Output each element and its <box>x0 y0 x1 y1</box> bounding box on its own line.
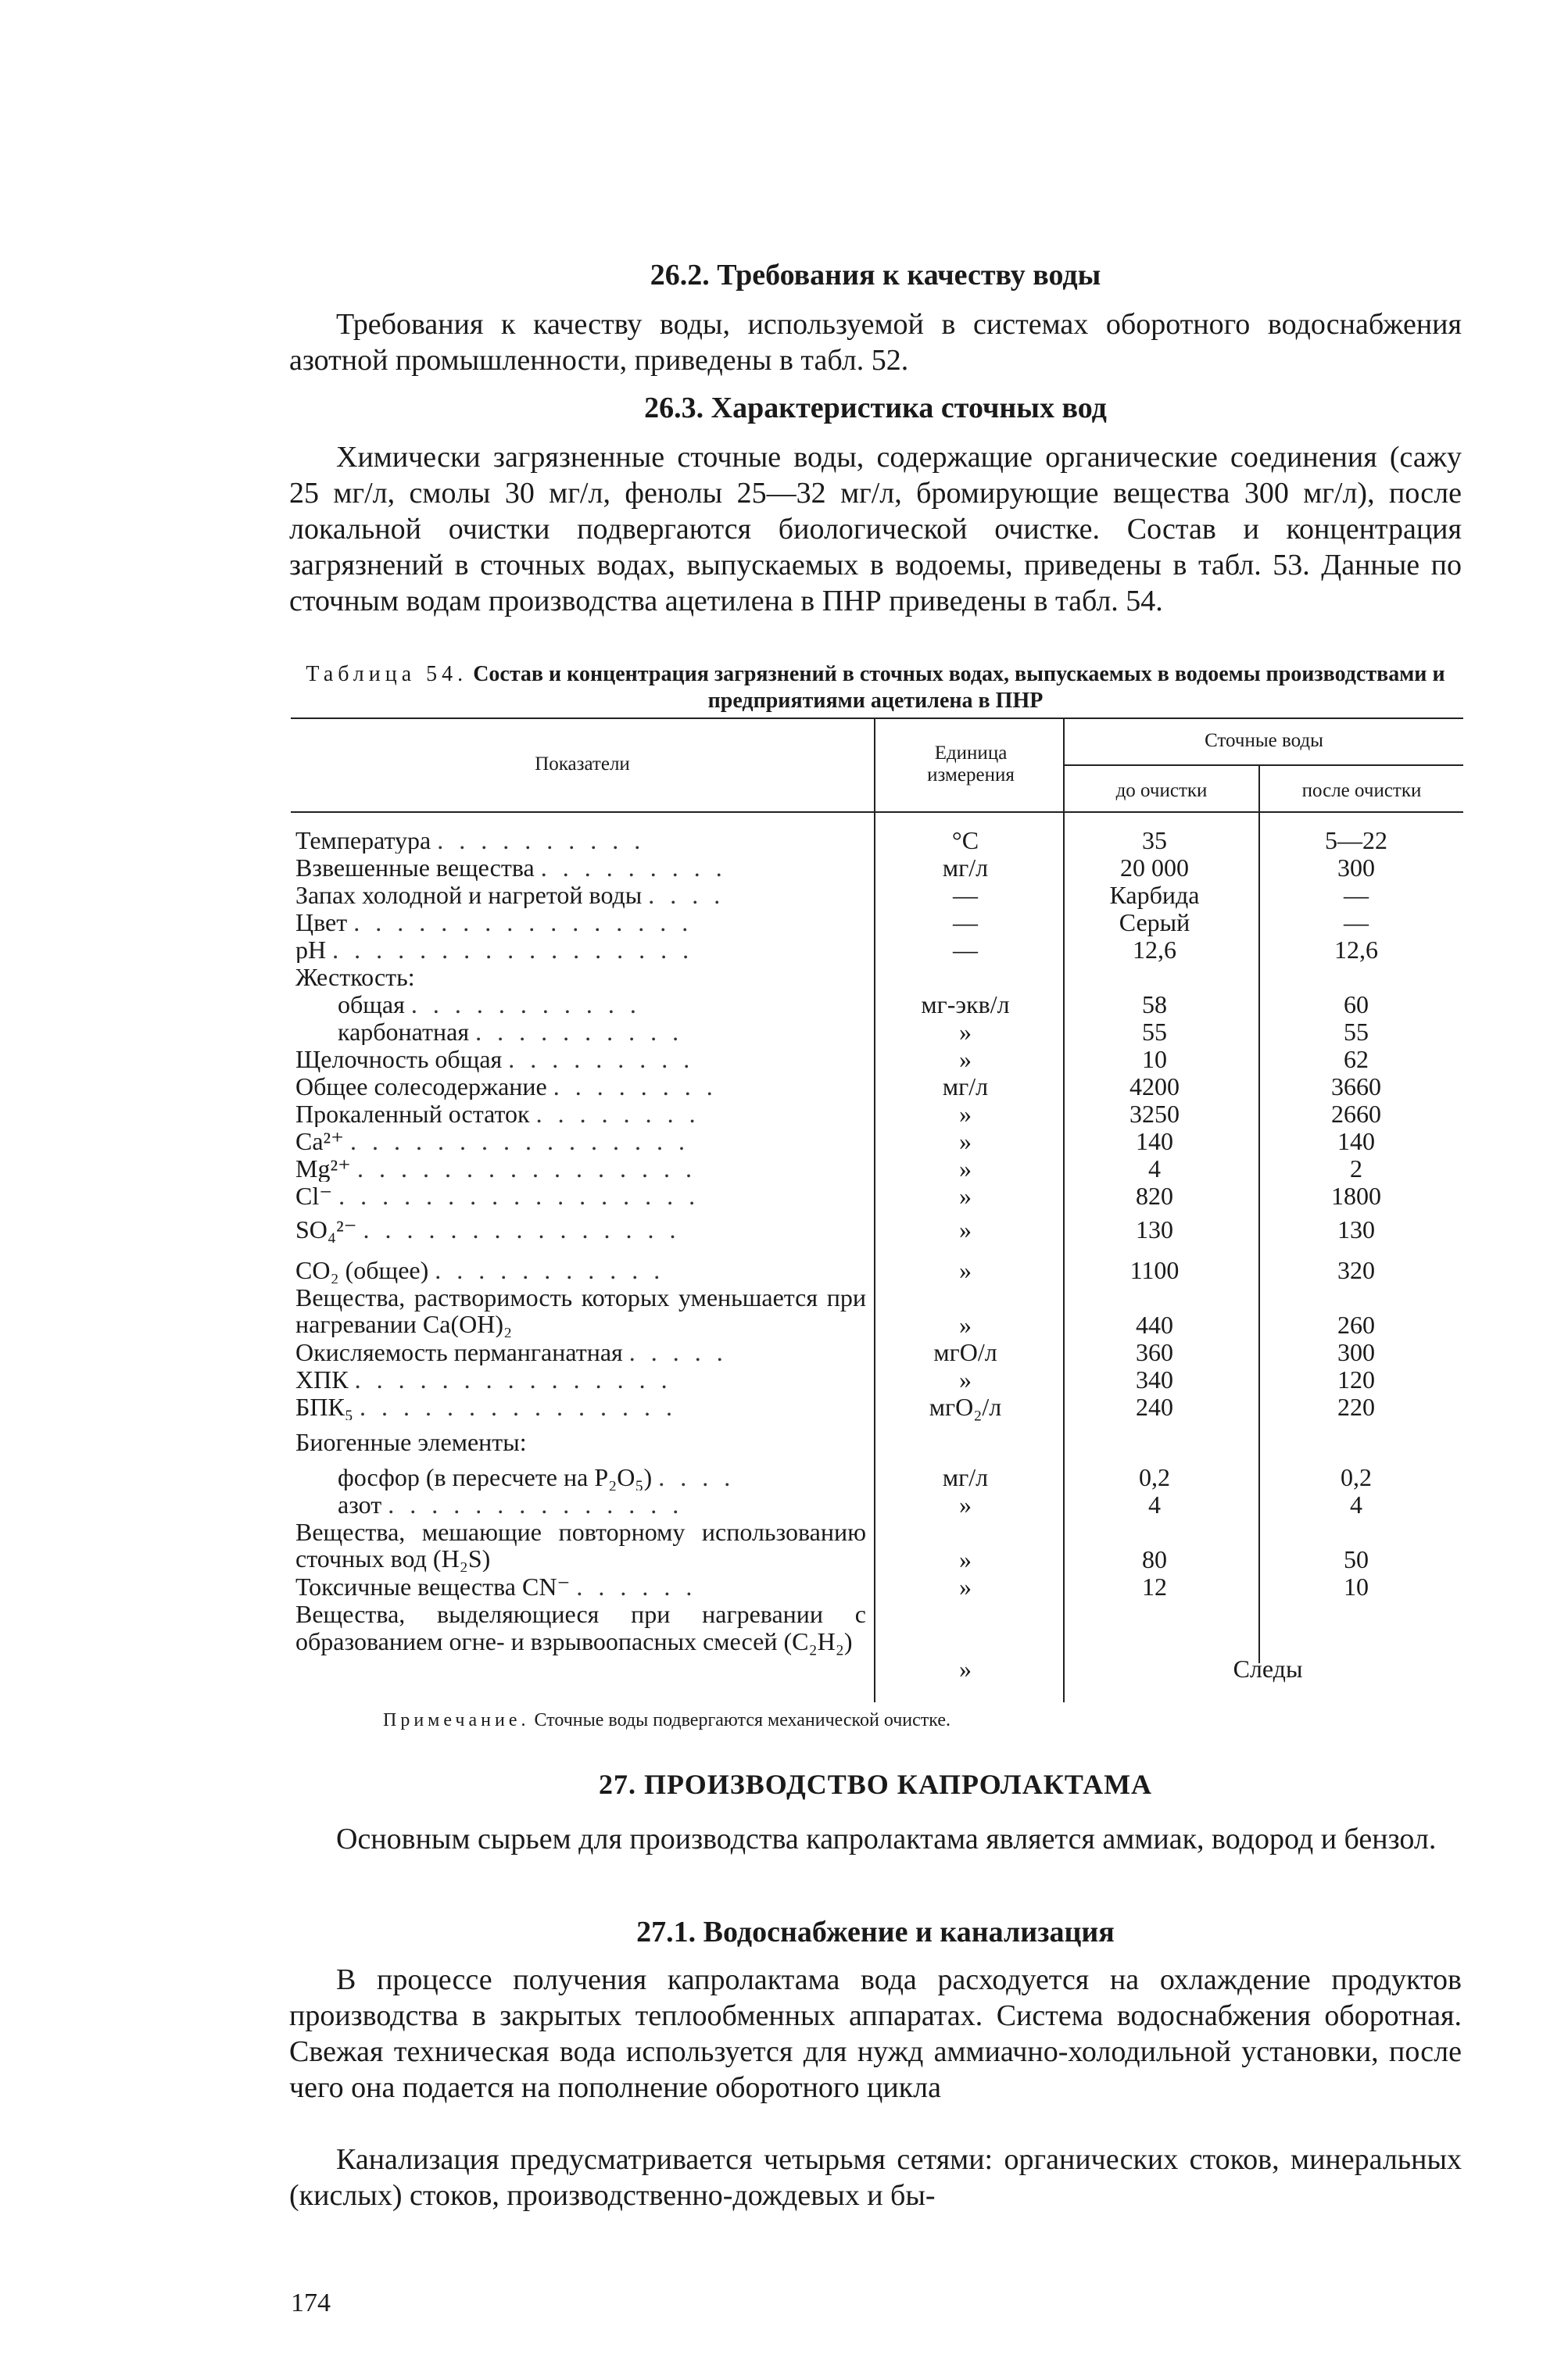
row-before: 35 <box>1142 826 1167 854</box>
row-after: 140 <box>1337 1127 1375 1155</box>
table-subheader-rule <box>1065 764 1463 766</box>
table-col-rule-2 <box>1063 717 1065 1702</box>
row-unit: » <box>959 1127 972 1155</box>
row-label: Вещества, мешающие повторному использованию сточных вод (H₂S) <box>295 1519 866 1572</box>
row-unit: » <box>959 1545 972 1573</box>
row-label: Биогенные элементы: <box>295 1429 527 1455</box>
row-before: 820 <box>1136 1182 1173 1210</box>
row-before: 3250 <box>1129 1100 1180 1128</box>
row-after: 260 <box>1337 1311 1375 1339</box>
chapter-27-text: Основным сырьем для производства капролактама является аммиак, водород и бензол. <box>336 1823 1437 1855</box>
section-26-3-title: 26.3. Характеристика сточных вод <box>644 392 1107 424</box>
section-26-3-text: Химически загрязненные сточные воды, содержащие органические соединения (сажу 25 мг/л, смолы 30 мг/л, фенолы 25—32 мг/л, бромирующие вещества 300 мг/л), после локальной очистки подвергаются биологической очистке. Состав и концентрация загрязнений в сточных водах, выпускаемых в водоемы, приведены в табл. 53. Данные по сточным водам производства ацетилена в ПНР приведены в табл. 54. <box>289 441 1462 617</box>
row-before: 55 <box>1142 1018 1167 1046</box>
row-unit: — <box>953 881 978 909</box>
row-before: 140 <box>1136 1127 1173 1155</box>
row-label: SO₄²⁻ <box>295 1216 357 1243</box>
row-unit: » <box>959 1018 972 1046</box>
row-unit: » <box>959 1365 972 1394</box>
row-after: 3660 <box>1331 1072 1381 1100</box>
row-label: карбонатная <box>338 1018 470 1045</box>
row-after: 1800 <box>1331 1182 1381 1210</box>
row-label: Запах холодной и нагретой воды <box>295 882 643 908</box>
section-26-2-text: Требования к качеству воды, используемой в системах оборотного водоснабжения азотной промышленности, приведены в табл. 52. <box>289 308 1462 377</box>
row-label: Прокаленный остаток <box>295 1100 530 1127</box>
row-unit: » <box>959 1154 972 1183</box>
row-label: ХПК <box>295 1366 349 1393</box>
header-indicators: Показатели <box>535 753 630 775</box>
row-unit: » <box>959 1573 972 1601</box>
row-before: 58 <box>1142 990 1167 1018</box>
row-before: 340 <box>1136 1365 1173 1394</box>
row-unit: мгО/л <box>933 1338 997 1366</box>
header-unit: Единица измерения <box>927 743 1015 785</box>
row-unit: » <box>959 1045 972 1073</box>
row-before: 80 <box>1142 1545 1167 1573</box>
row-label: Общее солесодержание <box>295 1073 547 1100</box>
row-unit: » <box>959 1655 972 1683</box>
table-caption <box>289 661 1462 714</box>
row-unit: » <box>959 1100 972 1128</box>
row-unit: мг/л <box>942 1072 989 1100</box>
row-before: 12 <box>1142 1573 1167 1601</box>
row-label: Cl⁻ <box>295 1183 333 1209</box>
row-before: 10 <box>1142 1045 1167 1073</box>
row-label: Щелочность общая <box>295 1046 503 1072</box>
row-unit: мгО₂/л <box>929 1393 1002 1421</box>
row-unit: — <box>953 908 978 936</box>
row-after: 320 <box>1337 1256 1375 1284</box>
row-after: 130 <box>1337 1215 1375 1244</box>
row-after: 62 <box>1344 1045 1369 1073</box>
row-before: 440 <box>1136 1311 1173 1339</box>
table-caption-text: Состав и концентрация загрязнений в сточных водах, выпускаемых в водоемы производствами и предприятиями ацетилена в ПНР <box>473 662 1445 713</box>
row-label: Вещества, растворимость которых уменьшается при нагревании Ca(OH)₂ <box>295 1284 866 1337</box>
row-label: Окисляемость перманганатная <box>295 1339 623 1365</box>
row-after: 2660 <box>1331 1100 1381 1128</box>
table-top-rule <box>291 717 1463 719</box>
row-unit: » <box>959 1215 972 1244</box>
row-after: 220 <box>1337 1393 1375 1421</box>
row-before: Серый <box>1119 908 1190 936</box>
row-after: 300 <box>1337 853 1375 882</box>
table-note-text: Сточные воды подвергаются механической очистке. <box>534 1710 950 1730</box>
section-26-2-title: 26.2. Требования к качеству воды <box>650 259 1101 292</box>
row-after: 55 <box>1344 1018 1369 1046</box>
row-unit: — <box>953 936 978 964</box>
row-label: Цвет <box>295 909 348 936</box>
row-label: Вещества, выделяющиеся при нагревании с образованием огне- и взрывоопасных смесей (C₂H₂) <box>295 1601 866 1655</box>
row-before: 1100 <box>1129 1256 1180 1284</box>
row-label: Mg²⁺ <box>295 1155 351 1182</box>
row-after: 12,6 <box>1334 936 1378 964</box>
row-after: — <box>1344 908 1369 936</box>
row-after: 2 <box>1350 1154 1362 1183</box>
row-before: 20 000 <box>1120 853 1189 882</box>
row-before: Карбида <box>1109 881 1200 909</box>
pollution-table: Показатели Единица измерения Сточные воды до очистки после очистки Температура . . . . . . . . . . °C 35 5—22 Взвешенные вещества . . . . . . . . . мг/л 20 000 300 Запах холодной и нагретой воды . . . . — Карбида — Цвет . . . . . . . . . . . . . . . . — Серый — pH . . . . . . . . . . . . . . . . . — 12,6 12,6 Жесткость: общая . . . . . . . . . . . мг-экв/л 58 60 карбонатная . . . . . . . . . . » 55 55 Щелочность общая . . . . . . . . . » 10 62 Общее солесодержание . . . . . . . . мг/л 4200 3660 Прокаленный остаток . . . . . . . . » 3250 2660 Ca²⁺ . . . . . . . . . . . . . . . . » 140 140 Mg²⁺ . . . . . . . . . . . . . . . . » 4 2 Cl⁻ . . . . . . . . . . . . . . . . . » 820 1800 SO₄²⁻ . . . . . . . . . . . . . . . » 130 130 CO₂ (общее) . . . . . . . . . . . » 1100 320 Вещества, растворимость которых уменьшается при нагревании Ca(OH)₂ » 440 260 Окисляемость перманганатная . . . . . мгО/л 360 300 ХПК . . . . . . . . . . . . . . . » 340 120 БПК₅ . . . . . . . . . . . . . . . мгО₂/л 240 220 Биогенные элементы: фосфор (в пересчете на P₂O₅) . . . . мг/л 0,2 0,2 азот . . . . . . . . . . . . . . » 4 4 Вещества, мешающие повторному использованию сточных вод (H₂S) » 80 50 Токсичные вещества CN⁻ . . . . . . » 12 10 Вещества, выделяющиеся при нагревании с образованием огне- и взрывоопасных смесей (C₂H₂) » Следы <box>291 717 1463 1702</box>
row-label: общая <box>338 991 405 1018</box>
row-before: 12,6 <box>1133 936 1176 964</box>
header-before: до очистки <box>1115 780 1208 801</box>
table-note <box>383 1710 950 1731</box>
row-label: Взвешенные вещества <box>295 854 535 881</box>
row-label: Токсичные вещества CN⁻ <box>295 1573 571 1600</box>
row-before: 240 <box>1136 1393 1173 1421</box>
row-before: 4200 <box>1129 1072 1180 1100</box>
row-unit: мг/л <box>942 1463 989 1491</box>
page-number: 174 <box>291 2288 331 2317</box>
row-unit: мг/л <box>942 853 989 882</box>
row-before: 130 <box>1136 1215 1173 1244</box>
row-before: 4 <box>1148 1490 1161 1519</box>
row-after: 50 <box>1344 1545 1369 1573</box>
row-after: — <box>1344 881 1369 909</box>
row-traces: Следы <box>1233 1655 1303 1683</box>
chapter-27-title: 27. ПРОИЗВОДСТВО КАПРОЛАКТАМА <box>598 1769 1153 1800</box>
row-unit: » <box>959 1311 972 1339</box>
row-label: БПК₅ <box>295 1394 353 1420</box>
row-unit: °C <box>951 826 979 854</box>
row-unit: » <box>959 1490 972 1519</box>
header-after: после очистки <box>1301 780 1422 801</box>
section-27-1-paragraph-1: В процессе получения капролактама вода расходуется на охлаждение продуктов производства в закрытых теплообменных аппаратах. Система водоснабжения оборотная. Свежая техническая вода используется для нужд аммиачно-холодильной установки, после чего она подается на пополнение оборотного цикла <box>289 1963 1462 2104</box>
table-col-rule-1 <box>874 717 875 1702</box>
row-after: 60 <box>1344 990 1369 1018</box>
row-label: pH <box>295 936 327 963</box>
row-after: 4 <box>1350 1490 1362 1519</box>
row-label: фосфор (в пересчете на P₂O₅) <box>338 1464 653 1490</box>
row-before: 360 <box>1136 1338 1173 1366</box>
row-after: 5—22 <box>1325 826 1387 854</box>
row-after: 10 <box>1344 1573 1369 1601</box>
row-label: Жесткость: <box>295 964 415 990</box>
row-label: Температура <box>295 827 431 853</box>
table-header-bottom-rule <box>291 811 1463 813</box>
row-label: CO₂ (общее) <box>295 1257 429 1283</box>
row-before: 0,2 <box>1139 1463 1170 1491</box>
row-after: 0,2 <box>1341 1463 1372 1491</box>
table-note-label: Примечание. <box>383 1710 530 1730</box>
table-col-rule-3 <box>1258 764 1260 1663</box>
row-after: 300 <box>1337 1338 1375 1366</box>
row-after: 120 <box>1337 1365 1375 1394</box>
row-unit: мг-экв/л <box>921 990 1010 1018</box>
row-before: 4 <box>1148 1154 1161 1183</box>
table-caption-label: Таблица 54. <box>306 662 468 686</box>
row-unit: » <box>959 1256 972 1284</box>
row-label: азот <box>338 1491 382 1518</box>
row-label: Ca²⁺ <box>295 1128 345 1154</box>
section-27-1-title: 27.1. Водоснабжение и канализация <box>636 1916 1115 1949</box>
row-unit: » <box>959 1182 972 1210</box>
header-waste-water: Сточные воды <box>1205 730 1323 751</box>
section-27-1-paragraph-2: Канализация предусматривается четырьмя сетями: органических стоков, минеральных (кислых) стоков, производственно-дождевых и бы- <box>289 2143 1462 2212</box>
